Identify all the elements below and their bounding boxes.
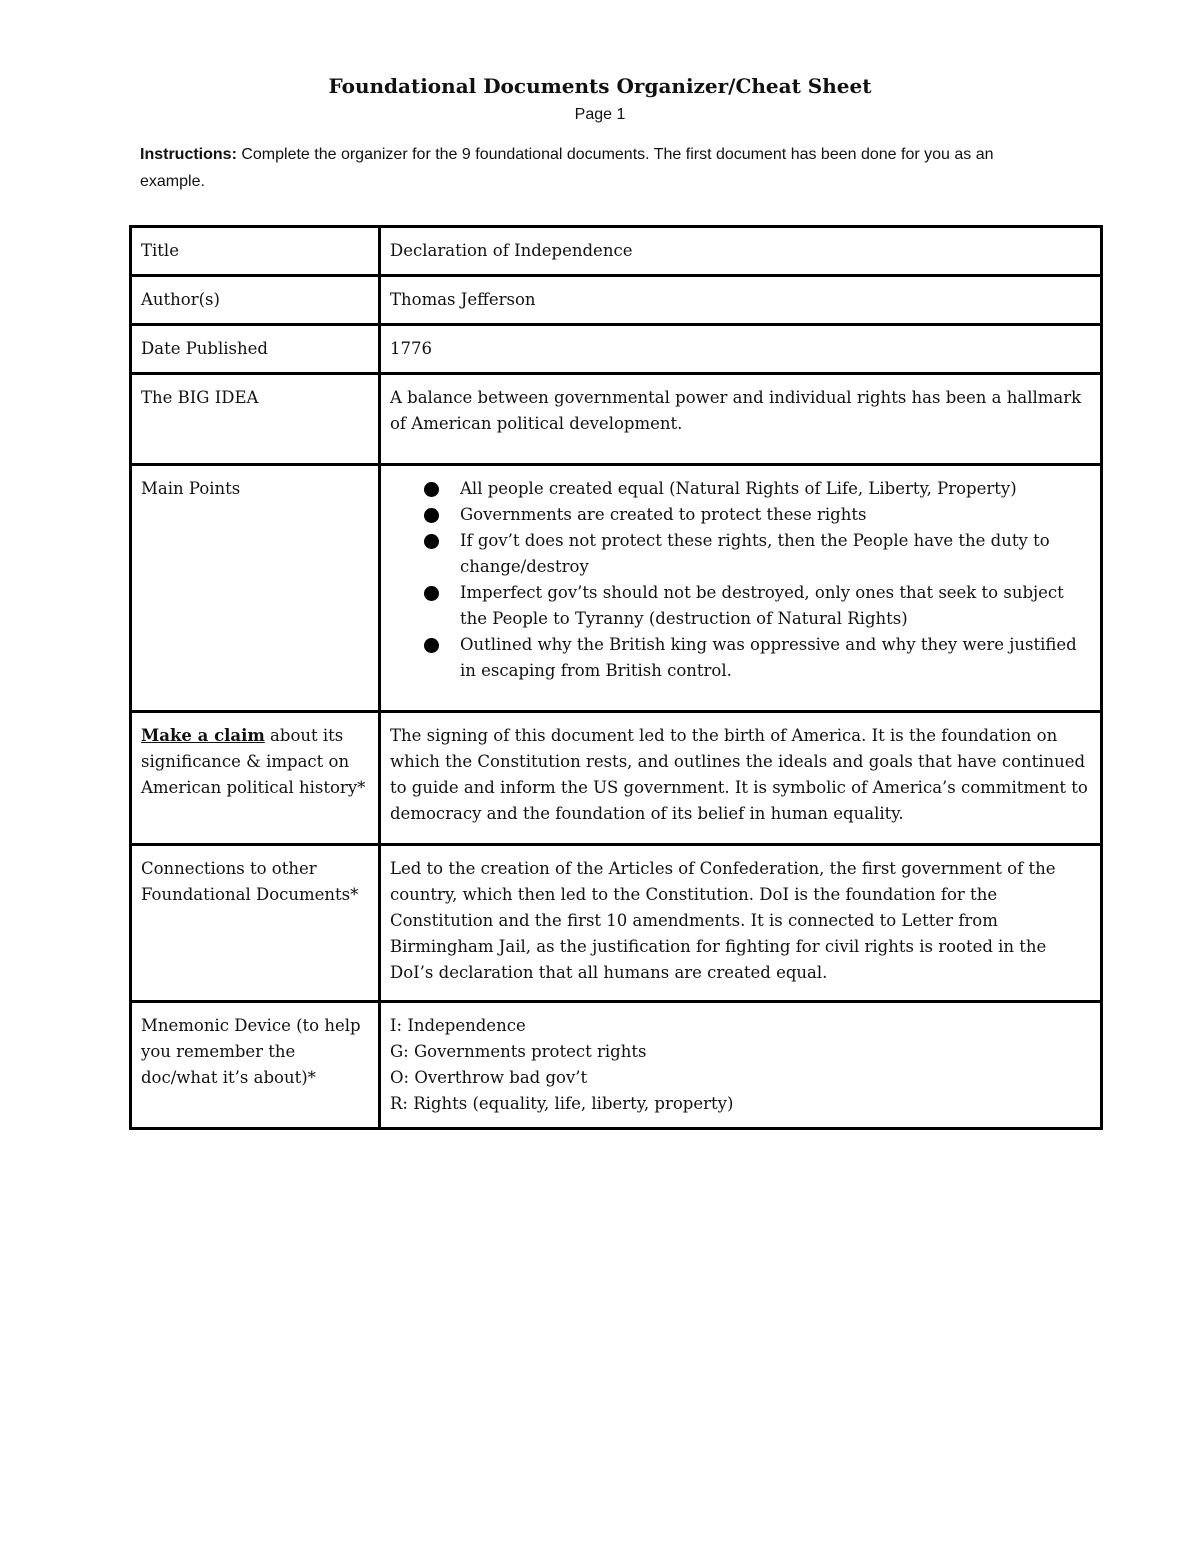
table-row-mnemonic: [131, 1002, 1102, 1129]
date-value: 1776: [380, 325, 1102, 374]
title-label: Title: [131, 227, 380, 276]
list-item-text: Imperfect gov’ts should not be destroyed, only ones that seek to subject the People to Tyranny (destruction of Natural Rights): [460, 583, 1064, 628]
mnemonic-line: R: Rights (equality, life, liberty, property): [390, 1094, 734, 1113]
mnemonic-line: I: Independence: [390, 1016, 526, 1035]
bullet-icon: [424, 586, 439, 601]
big-idea-value: A balance between governmental power and individual rights has been a hallmark of American political development.: [380, 374, 1102, 465]
main-points-list: [390, 476, 1092, 684]
instructions: [140, 141, 1060, 195]
title-value: Declaration of Independence: [380, 227, 1102, 276]
author-value: Thomas Jefferson: [380, 276, 1102, 325]
claim-label-cell: [131, 712, 380, 845]
bullet-icon: [424, 508, 439, 523]
list-item-text: If gov’t does not protect these rights, then the People have the duty to change/destroy: [460, 531, 1050, 576]
connections-label: Connections to other Foundational Documents*: [131, 845, 380, 1002]
organizer-table: [129, 225, 1103, 1130]
list-item: [460, 580, 1092, 632]
table-row-date: [131, 325, 1102, 374]
document-title: Foundational Documents Organizer/Cheat Sheet: [328, 74, 872, 98]
big-idea-label: The BIG IDEA: [131, 374, 380, 465]
mnemonic-label: Mnemonic Device (to help you remember the doc/what it’s about)*: [131, 1002, 380, 1129]
mnemonic-value: [380, 1002, 1102, 1129]
claim-label-rest: about its significance & impact on American political history*: [141, 726, 366, 797]
list-item: [460, 502, 1092, 528]
claim-label-bold: Make a claim: [141, 726, 265, 745]
bullet-icon: [424, 638, 439, 653]
table-row-main-points: [131, 465, 1102, 712]
bullet-icon: [424, 534, 439, 549]
list-item: [460, 476, 1092, 502]
list-item-text: Outlined why the British king was oppressive and why they were justified in escaping from British control.: [460, 635, 1077, 680]
table-row-author: [131, 276, 1102, 325]
table-row-claim: [131, 712, 1102, 845]
mnemonic-line: G: Governments protect rights: [390, 1042, 647, 1061]
date-label: Date Published: [131, 325, 380, 374]
mnemonic-line: O: Overthrow bad gov’t: [390, 1068, 588, 1087]
instructions-text: Complete the organizer for the 9 foundational documents. The first document has been done for you as an example.: [140, 146, 994, 190]
list-item-text: Governments are created to protect these rights: [460, 505, 867, 524]
list-item: [460, 528, 1092, 580]
table-row-title: [131, 227, 1102, 276]
instructions-label: Instructions:: [140, 146, 237, 163]
main-points-label: Main Points: [131, 465, 380, 712]
author-label: Author(s): [131, 276, 380, 325]
list-item-text: All people created equal (Natural Rights of Life, Liberty, Property): [460, 479, 1017, 498]
table-row-connections: [131, 845, 1102, 1002]
main-points-value: [380, 465, 1102, 712]
table-row-big-idea: [131, 374, 1102, 465]
bullet-icon: [424, 482, 439, 497]
page-number: Page 1: [574, 106, 626, 123]
connections-value: Led to the creation of the Articles of Confederation, the first government of the country, which then led to the Constitution. DoI is the foundation for the Constitution and the first 10 amendments. It is connected to Letter from Birmingham Jail, as the justification for fighting for civil rights is rooted in the DoI’s declaration that all humans are created equal.: [380, 845, 1102, 1002]
claim-value: The signing of this document led to the birth of America. It is the foundation on which the Constitution rests, and outlines the ideals and goals that have continued to guide and inform the US government. It is symbolic of America’s commitment to democracy and the foundation of its belief in human equality.: [380, 712, 1102, 845]
list-item: [460, 632, 1092, 684]
